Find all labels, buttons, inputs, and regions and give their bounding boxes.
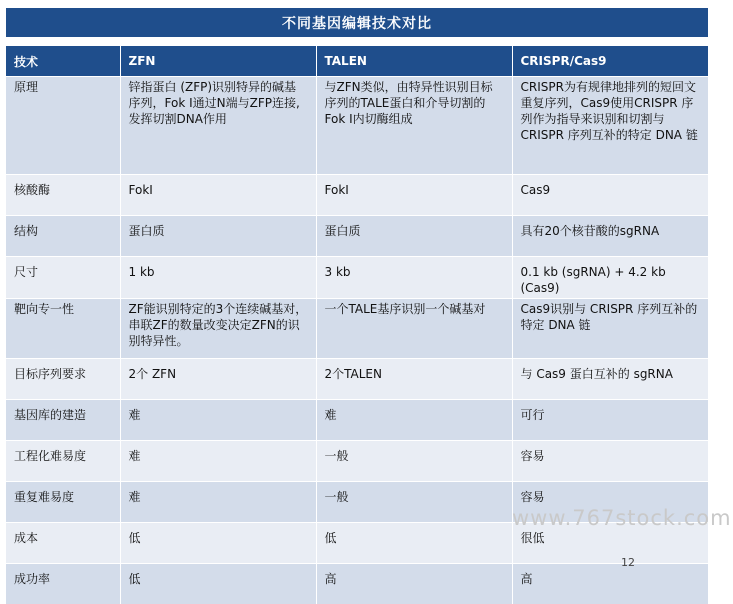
table-cell: 容易 [512, 482, 708, 523]
row-label: 原理 [6, 77, 120, 175]
table-cell: FokI [120, 175, 316, 216]
watermark: www.767stock.com [512, 506, 732, 530]
table-row [6, 175, 708, 216]
table-cell: 一般 [316, 482, 512, 523]
table-cell: Cas9 [512, 175, 708, 216]
table-cell: 与ZFN类似，由特异性识别目标序列的TALE蛋白和介导切割的Fok Ⅰ内切酶组成 [316, 77, 512, 175]
table-row [6, 359, 708, 400]
table-cell: 低 [120, 523, 316, 564]
table-cell: 难 [316, 400, 512, 441]
table-cell: 1 kb [120, 257, 316, 299]
table-cell: 很低 [512, 523, 708, 564]
header-cell-technology: 技术 [6, 46, 120, 77]
table-cell: 难 [120, 482, 316, 523]
table-cell: 蛋白质 [120, 216, 316, 257]
table-cell: 蛋白质 [316, 216, 512, 257]
table-cell: 具有20个核苷酸的sgRNA [512, 216, 708, 257]
row-label: 重复难易度 [6, 482, 120, 523]
table-row [6, 564, 708, 604]
table-cell: FokI [316, 175, 512, 216]
table-cell: 锌指蛋白 (ZFP)识别特异的碱基序列，Fok I通过N端与ZFP连接, 发挥切割DNA作用 [120, 77, 316, 175]
row-label: 结构 [6, 216, 120, 257]
table-cell: 2个TALEN [316, 359, 512, 400]
header-cell-zfn: ZFN [120, 46, 316, 77]
table-cell: CRISPR为有规律地排列的短回文重复序列，Cas9使用CRISPR 序列作为指导来识别和切割与 CRISPR 序列互补的特定 DNA 链 [512, 77, 708, 175]
row-label: 工程化难易度 [6, 441, 120, 482]
row-label: 目标序列要求 [6, 359, 120, 400]
row-label: 尺寸 [6, 257, 120, 299]
row-label: 核酸酶 [6, 175, 120, 216]
table-cell: 高 [316, 564, 512, 604]
table-cell: 0.1 kb (sgRNA) + 4.2 kb (Cas9) [512, 257, 708, 299]
row-label: 成本 [6, 523, 120, 564]
row-label: 基因库的建造 [6, 400, 120, 441]
table-row [6, 299, 708, 359]
table-cell: 难 [120, 441, 316, 482]
table-row [6, 400, 708, 441]
table-cell: 容易 [512, 441, 708, 482]
row-label: 成功率 [6, 564, 120, 604]
row-label: 靶向专一性 [6, 299, 120, 359]
table-cell: 3 kb [316, 257, 512, 299]
table-cell: 一般 [316, 441, 512, 482]
table-row [6, 257, 708, 299]
table-cell: ZF能识别特定的3个连续碱基对，串联ZF的数量改变决定ZFN的识别特异性。 [120, 299, 316, 359]
table-row [6, 441, 708, 482]
table-cell: 一个TALE基序识别一个碱基对 [316, 299, 512, 359]
header-cell-crispr: CRISPR/Cas9 [512, 46, 708, 77]
table-cell: 难 [120, 400, 316, 441]
table-cell: 可行 [512, 400, 708, 441]
table-cell: 高 [512, 564, 708, 604]
table-header-row [6, 46, 708, 77]
table-cell: 与 Cas9 蛋白互补的 sgRNA [512, 359, 708, 400]
table-cell: 2个 ZFN [120, 359, 316, 400]
table-cell: 低 [316, 523, 512, 564]
table-row [6, 77, 708, 175]
page-number: 12 [621, 556, 635, 569]
table-row [6, 216, 708, 257]
table-cell: 低 [120, 564, 316, 604]
table-cell: Cas9识别与 CRISPR 序列互补的特定 DNA 链 [512, 299, 708, 359]
slide-title: 不同基因编辑技术对比 [6, 8, 708, 37]
header-cell-talen: TALEN [316, 46, 512, 77]
